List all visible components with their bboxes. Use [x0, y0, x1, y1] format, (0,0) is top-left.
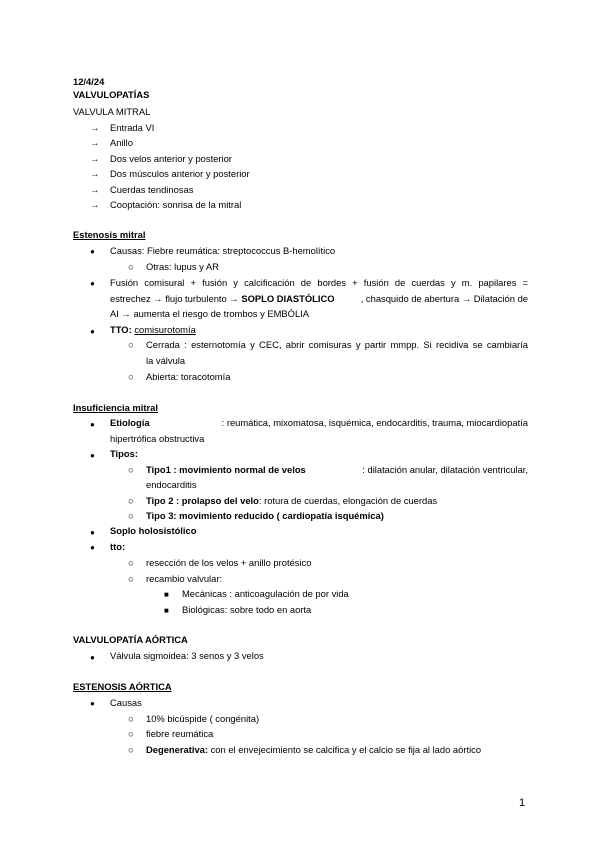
page-title: VALVULOPATÍAS: [73, 89, 150, 100]
bullet-icon: ●: [90, 451, 95, 460]
text-run: con el envejecimiento se calcifica y el calcio se fija al lado aórtico: [208, 744, 482, 755]
mitral-heading: VALVULA MITRAL: [73, 106, 151, 117]
bullet-icon: ●: [90, 699, 95, 708]
list-item: Válvula sigmoidea: 3 senos y 3 velos: [110, 650, 264, 661]
bullet-icon: ●: [90, 420, 95, 429]
paragraph-line: la válvula: [146, 355, 186, 366]
bullet-icon: ●: [90, 653, 95, 662]
list-item: [146, 494, 437, 507]
list-item: Cooptación: sonrisa de la mitral: [110, 199, 242, 210]
label: Etiología: [110, 417, 150, 428]
circle-bullet-icon: ○: [128, 339, 134, 350]
list-item: 10% bicúspide ( congénita): [146, 713, 260, 724]
arrow-icon: →: [90, 199, 100, 210]
bullet-icon: ●: [90, 247, 95, 256]
list-item: resección de los velos + anillo protésico: [146, 557, 312, 568]
section-heading-estenosis-aortica: ESTENOSIS AÓRTICA: [73, 681, 172, 692]
label: Tipo1 : movimiento normal de velos: [146, 464, 306, 475]
label: Tipo 2 : prolapso del velo: [146, 495, 259, 506]
list-item: Causas: Fiebre reumática: streptococcus B-hemolítico: [110, 245, 336, 256]
list-item: fiebre reumática: [146, 728, 214, 739]
paragraph-line: hipertrófica obstructiva: [110, 433, 205, 444]
section-heading-insuficiencia-mitral: Insuficiencia mitral: [73, 402, 158, 413]
bullet-icon: ●: [90, 528, 95, 537]
emphasis: SOPLO DIASTÓLICO: [241, 293, 335, 304]
page-number: 1: [519, 797, 526, 809]
label: Degenerativa:: [146, 744, 209, 755]
list-item: Soplo holosistólico: [110, 525, 197, 536]
section-heading-valvulopatia-aortica: VALVULOPATÍA AÓRTICA: [73, 634, 188, 645]
arrow-icon: →: [90, 184, 100, 195]
paragraph-line: [110, 416, 528, 429]
list-item: Otras: lupus y AR: [146, 261, 219, 272]
label-colon: :: [128, 324, 135, 335]
arrow-icon: →: [90, 168, 100, 179]
bullet-icon: ●: [90, 543, 95, 552]
circle-bullet-icon: ○: [128, 728, 134, 739]
bullet-icon: ●: [90, 279, 95, 288]
circle-bullet-icon: ○: [128, 495, 134, 506]
list-item: recambio valvular:: [146, 573, 223, 584]
list-item: tto:: [110, 541, 126, 552]
circle-bullet-icon: ○: [128, 464, 134, 475]
list-item: Tipos:: [110, 448, 138, 459]
list-item: Tipo 3: movimiento reducido ( cardiopatía isquémica): [146, 510, 384, 521]
value: comisurotomía: [134, 324, 196, 335]
paragraph-line: Cerrada : esternotomía y CEC, abrir comisuras y partir mmpp. Si recidiva se cambiaría: [146, 339, 528, 350]
arrow-icon: →: [90, 153, 100, 164]
circle-bullet-icon: ○: [128, 557, 134, 568]
list-item: Causas: [110, 697, 142, 708]
text-run: estrechez → flujo turbulento →: [110, 293, 242, 304]
date: 12/4/24: [73, 76, 105, 87]
text-run: : rotura de cuerdas, elongación de cuerdas: [258, 495, 438, 506]
paragraph-line: Fusión comisural + fusión y calcificación de bordes + fusión de cuerdas y m. papilares =: [110, 277, 528, 288]
arrow-icon: →: [90, 137, 100, 148]
list-item: Mecánicas : anticoagulación de por vida: [182, 588, 349, 599]
list-item: Dos velos anterior y posterior: [110, 153, 232, 164]
list-item: [110, 323, 196, 336]
square-bullet-icon: ■: [164, 606, 169, 615]
circle-bullet-icon: ○: [128, 371, 134, 382]
paragraph-line: endocarditis: [146, 479, 197, 490]
text-run: , chasquido de abertura → Dilatación de: [360, 293, 528, 304]
paragraph-line: [146, 463, 528, 476]
text-run: : reumática, mixomatosa, isquémica, endocarditis, trauma, miocardiopatía: [221, 417, 528, 428]
arrow-icon: →: [90, 122, 100, 133]
list-item: Abierta: toracotomía: [146, 371, 231, 382]
circle-bullet-icon: ○: [128, 713, 134, 724]
list-item: Cuerdas tendinosas: [110, 184, 194, 195]
circle-bullet-icon: ○: [128, 510, 134, 521]
list-item: Biológicas: sobre todo en aorta: [182, 604, 312, 615]
list-item: Entrada VI: [110, 122, 155, 133]
bullet-icon: ●: [90, 327, 95, 336]
circle-bullet-icon: ○: [128, 261, 134, 272]
label: TTO: [110, 324, 129, 335]
text-run: : dilatación anular, dilatación ventricular,: [362, 464, 528, 475]
section-heading-estenosis-mitral: Estenosis mitral: [73, 229, 146, 240]
square-bullet-icon: ■: [164, 590, 169, 599]
circle-bullet-icon: ○: [128, 744, 134, 755]
list-item: Dos músculos anterior y posterior: [110, 168, 250, 179]
paragraph-line: [110, 292, 528, 305]
circle-bullet-icon: ○: [128, 573, 134, 584]
list-item: [146, 743, 481, 756]
list-item: Anillo: [110, 137, 133, 148]
paragraph-line: AI → aumenta el riesgo de trombos y EMBÓLIA: [110, 308, 310, 319]
